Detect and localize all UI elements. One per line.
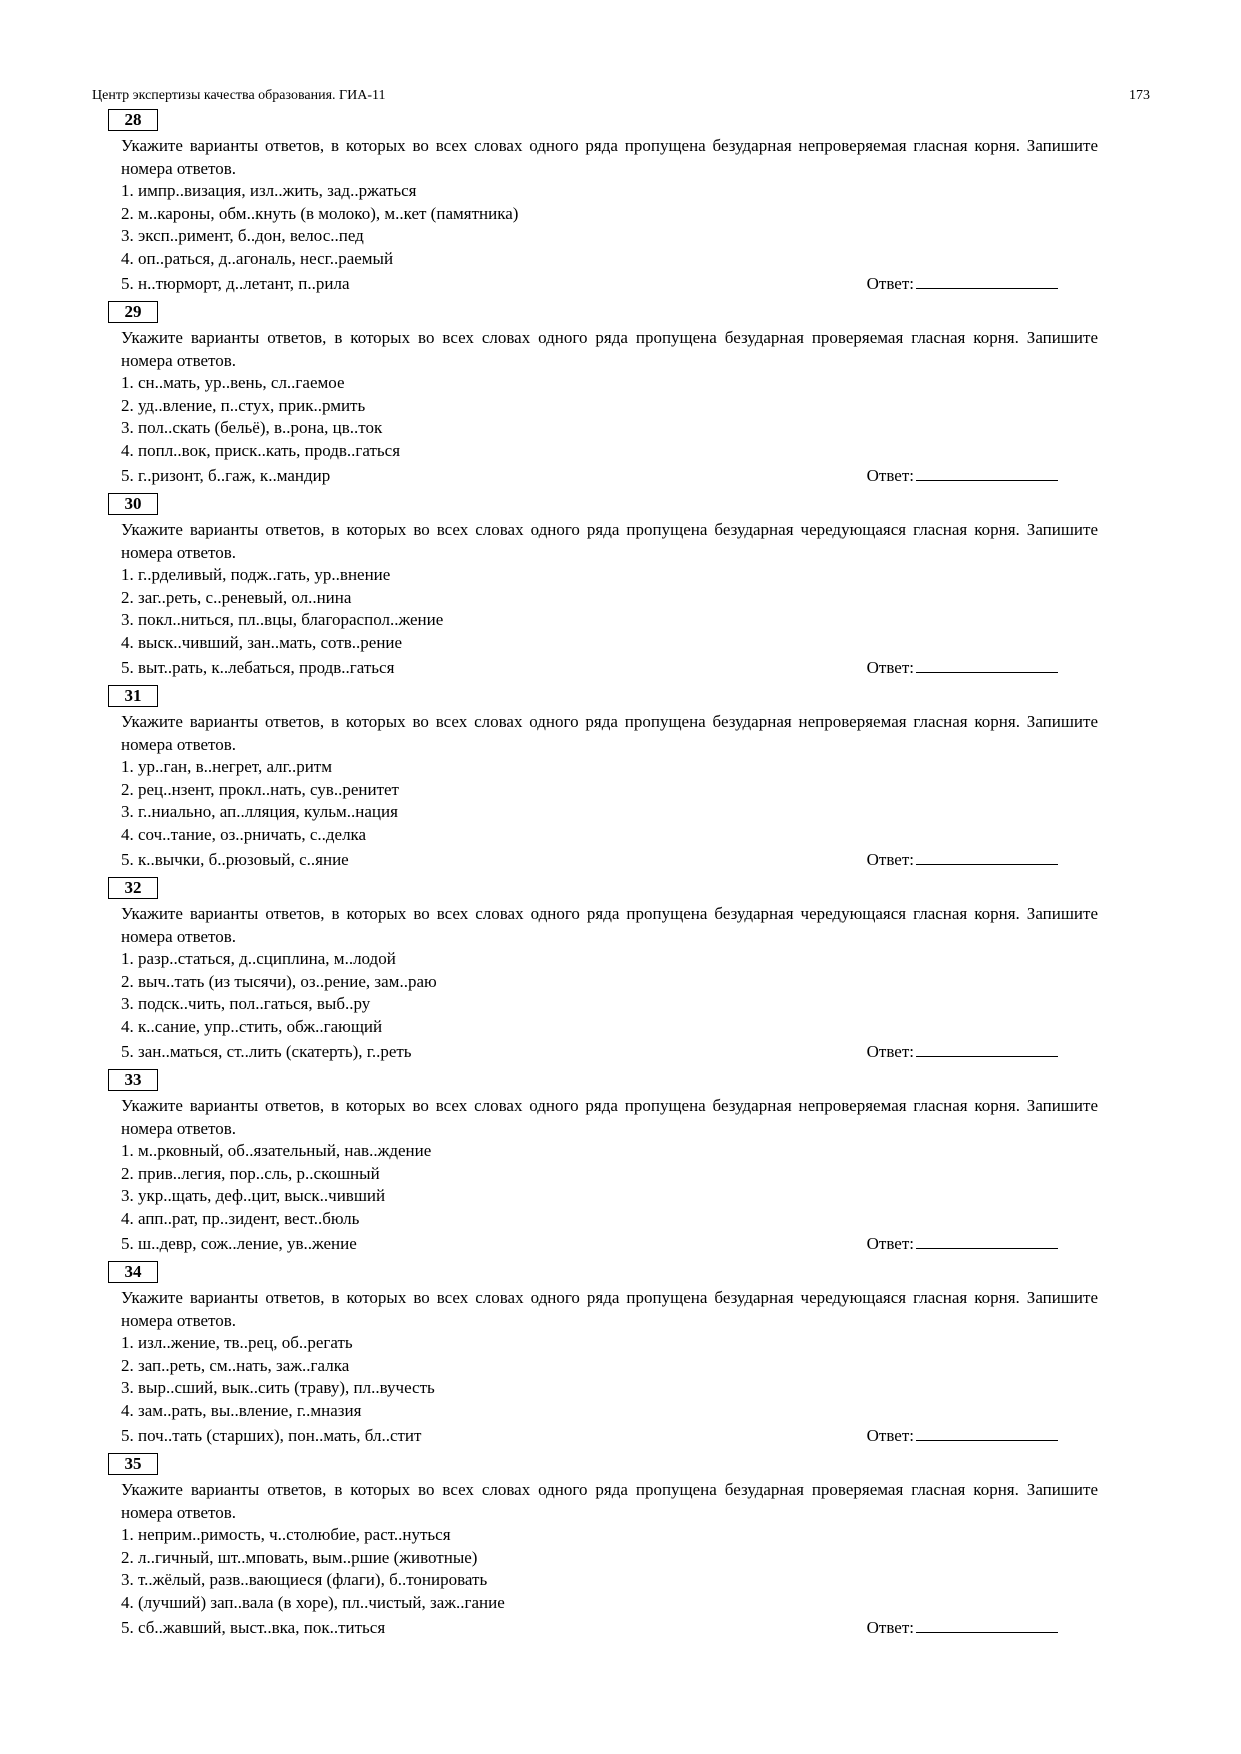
answer-label: Ответ: <box>866 849 914 869</box>
answer-blank-line[interactable] <box>916 847 1058 865</box>
answer-option: 1. м..рковный, об..язательный, нав..ждение <box>121 1141 432 1161</box>
answer-option: 4. оп..раться, д..агональ, несг..раемый <box>121 248 394 268</box>
answer-option: 5. сб..жавший, выст..вка, пок..титься <box>121 1617 386 1637</box>
task-32 <box>108 877 1098 1069</box>
task-28 <box>108 109 1098 301</box>
answer-option: 1. неприм..римость, ч..столюбие, раст..нуться <box>121 1525 451 1545</box>
answer-option: 4. апп..рат, пр..зидент, вест..бюль <box>121 1208 360 1228</box>
task-body <box>121 1287 1098 1447</box>
answer-option: 2. зап..реть, см..нать, заж..галка <box>121 1355 350 1375</box>
answer-option: 3. пол..скать (бельё), в..рона, цв..ток <box>121 418 383 438</box>
answer-blank-line[interactable] <box>916 655 1058 673</box>
answer-option: 3. укр..щать, деф..цит, выск..чивший <box>121 1186 386 1206</box>
answer-label: Ответ: <box>866 657 914 677</box>
answer-option: 5. поч..тать (старших), пон..мать, бл..стит <box>121 1425 422 1445</box>
answer-field[interactable] <box>867 1231 1058 1256</box>
answer-label: Ответ: <box>866 465 914 485</box>
answer-option: 3. подск..чить, пол..гаться, выб..ру <box>121 994 371 1014</box>
task-number-box: 31 <box>108 685 158 707</box>
last-option-row <box>121 271 1098 296</box>
task-body <box>121 1095 1098 1255</box>
answer-field[interactable] <box>867 655 1058 680</box>
last-option-row <box>121 1423 1098 1448</box>
answer-option: 4. (лучший) зап..вала (в хоре), пл..чистый, заж..гание <box>121 1592 505 1612</box>
last-option-row <box>121 1039 1098 1064</box>
task-29 <box>108 301 1098 493</box>
answer-blank-line[interactable] <box>916 271 1058 289</box>
answer-option: 2. заг..реть, с..реневый, ол..нина <box>121 587 352 607</box>
answer-option: 3. г..ниально, ап..лляция, кульм..нация <box>121 802 398 822</box>
answer-option: 4. к..сание, упр..стить, обж..гающий <box>121 1016 383 1036</box>
answer-option: 2. рец..нзент, прокл..нать, сув..ренитет <box>121 779 399 799</box>
answer-option: 1. изл..жение, тв..рец, об..регать <box>121 1333 353 1353</box>
task-prompt: Укажите варианты ответов, в которых во всех словах одного ряда пропущена безударная проверяемая гласная корня. Запишите номера ответов. <box>121 328 1098 370</box>
answer-option: 1. г..рделивый, подж..гать, ур..внение <box>121 565 391 585</box>
task-body <box>121 327 1098 487</box>
last-option-row <box>121 655 1098 680</box>
task-prompt: Укажите варианты ответов, в которых во всех словах одного ряда пропущена безударная чередующаяся гласная корня. Запишите номера ответов. <box>121 520 1098 562</box>
answer-option: 2. прив..легия, пор..сль, р..скошный <box>121 1163 380 1183</box>
answer-option: 4. зам..рать, вы..вление, г..мназия <box>121 1400 362 1420</box>
last-option-row <box>121 847 1098 872</box>
task-body <box>121 135 1098 295</box>
task-prompt: Укажите варианты ответов, в которых во всех словах одного ряда пропущена безударная непроверяемая гласная корня. Запишите номера ответов. <box>121 136 1098 178</box>
answer-option: 2. м..кароны, обм..кнуть (в молоко), м..кет (памятника) <box>121 203 519 223</box>
task-number-box: 33 <box>108 1069 158 1091</box>
answer-option: 3. покл..ниться, пл..вцы, благораспол..жение <box>121 610 444 630</box>
page-header <box>92 88 1150 104</box>
answer-option: 4. попл..вок, приск..кать, продв..гаться <box>121 440 401 460</box>
answer-option: 5. выт..рать, к..лебаться, продв..гаться <box>121 657 395 677</box>
answer-label: Ответ: <box>866 273 914 293</box>
task-number-box: 35 <box>108 1453 158 1475</box>
task-list <box>108 109 1098 1645</box>
answer-option: 3. выр..сший, вык..сить (траву), пл..вучесть <box>121 1378 435 1398</box>
answer-option: 3. т..жёлый, разв..вающиеся (флаги), б..тонировать <box>121 1570 488 1590</box>
answer-option: 2. выч..тать (из тысячи), оз..рение, зам..раю <box>121 971 437 991</box>
task-number-box: 32 <box>108 877 158 899</box>
task-body <box>121 519 1098 679</box>
answer-label: Ответ: <box>866 1425 914 1445</box>
answer-field[interactable] <box>867 1423 1058 1448</box>
answer-option: 1. разр..статься, д..сциплина, м..лодой <box>121 949 396 969</box>
task-prompt: Укажите варианты ответов, в которых во всех словах одного ряда пропущена безударная непроверяемая гласная корня. Запишите номера ответов. <box>121 712 1098 754</box>
task-body <box>121 1479 1098 1639</box>
task-34 <box>108 1261 1098 1453</box>
task-number-box: 34 <box>108 1261 158 1283</box>
task-prompt: Укажите варианты ответов, в которых во всех словах одного ряда пропущена безударная чередующаяся гласная корня. Запишите номера ответов. <box>121 1288 1098 1330</box>
task-35 <box>108 1453 1098 1645</box>
answer-option: 3. эксп..римент, б..дон, велос..пед <box>121 226 364 246</box>
answer-label: Ответ: <box>866 1233 914 1253</box>
answer-option: 4. соч..тание, оз..рничать, с..делка <box>121 824 367 844</box>
answer-field[interactable] <box>867 847 1058 872</box>
task-body <box>121 903 1098 1063</box>
answer-field[interactable] <box>867 271 1058 296</box>
last-option-row <box>121 1615 1098 1640</box>
answer-option: 1. сн..мать, ур..вень, сл..гаемое <box>121 373 345 393</box>
task-number-box: 29 <box>108 301 158 323</box>
task-number-box: 30 <box>108 493 158 515</box>
answer-option: 5. зан..маться, ст..лить (скатерть), г..реть <box>121 1041 412 1061</box>
answer-option: 4. выск..чивший, зан..мать, сотв..рение <box>121 632 403 652</box>
answer-field[interactable] <box>867 463 1058 488</box>
answer-blank-line[interactable] <box>916 1423 1058 1441</box>
task-prompt: Укажите варианты ответов, в которых во всех словах одного ряда пропущена безударная проверяемая гласная корня. Запишите номера ответов. <box>121 1480 1098 1522</box>
task-body <box>121 711 1098 871</box>
answer-option: 5. к..вычки, б..рюзовый, с..яние <box>121 849 349 869</box>
answer-blank-line[interactable] <box>916 463 1058 481</box>
last-option-row <box>121 463 1098 488</box>
answer-option: 2. уд..вление, п..стух, прик..рмить <box>121 395 366 415</box>
answer-field[interactable] <box>867 1039 1058 1064</box>
task-33 <box>108 1069 1098 1261</box>
last-option-row <box>121 1231 1098 1256</box>
task-prompt: Укажите варианты ответов, в которых во всех словах одного ряда пропущена безударная чередующаяся гласная корня. Запишите номера ответов. <box>121 904 1098 946</box>
answer-blank-line[interactable] <box>916 1231 1058 1249</box>
task-31 <box>108 685 1098 877</box>
answer-field[interactable] <box>867 1615 1058 1640</box>
answer-blank-line[interactable] <box>916 1615 1058 1633</box>
task-30 <box>108 493 1098 685</box>
header-title: Центр экспертизы качества образования. ГИА-11 <box>92 88 386 103</box>
task-prompt: Укажите варианты ответов, в которых во всех словах одного ряда пропущена безударная непроверяемая гласная корня. Запишите номера ответов. <box>121 1096 1098 1138</box>
task-number-box: 28 <box>108 109 158 131</box>
answer-label: Ответ: <box>866 1041 914 1061</box>
page-number: 173 <box>1129 88 1150 103</box>
answer-option: 1. импр..визация, изл..жить, зад..ржаться <box>121 181 417 201</box>
answer-option: 5. ш..девр, сож..ление, ув..жение <box>121 1233 357 1253</box>
answer-blank-line[interactable] <box>916 1039 1058 1057</box>
answer-label: Ответ: <box>866 1617 914 1637</box>
answer-option: 1. ур..ган, в..негрет, алг..ритм <box>121 757 332 777</box>
answer-option: 5. г..ризонт, б..гаж, к..мандир <box>121 465 331 485</box>
answer-option: 2. л..гичный, шт..мповать, вым..ршие (животные) <box>121 1547 478 1567</box>
answer-option: 5. н..тюрморт, д..летант, п..рила <box>121 273 350 293</box>
